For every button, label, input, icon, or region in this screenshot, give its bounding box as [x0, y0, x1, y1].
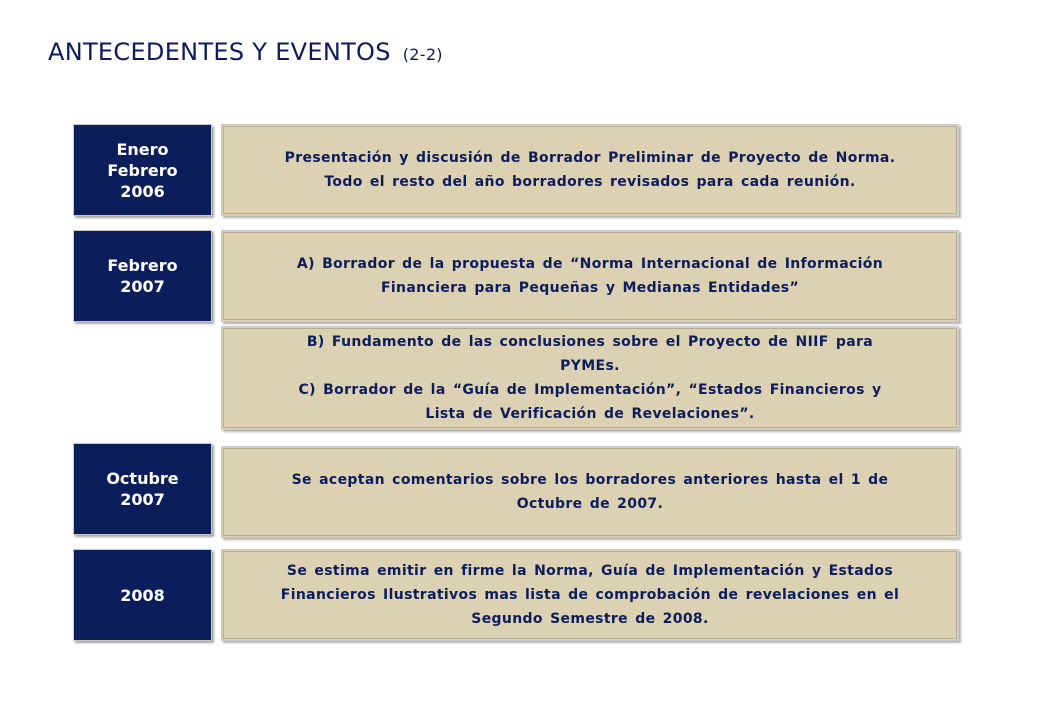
- event-description-febrero-2007-a: [221, 230, 959, 322]
- event-description-2006: [221, 124, 959, 216]
- event-description-febrero-2007-bc: [221, 326, 959, 430]
- page-title-main: ANTECEDENTES Y EVENTOS: [48, 38, 391, 66]
- event-text: Se estima emitir en firme la Norma, Guía de Implementación y Estados Financieros Ilustrativos mas lista de comprobación de revelaciones en el Segundo Semestre de 2008.: [280, 563, 900, 627]
- event-text: Se aceptan comentarios sobre los borradores anteriores hasta el 1 de Octubre de 2007.: [291, 472, 889, 512]
- event-description-octubre-2007: [221, 446, 959, 538]
- date-box-2006: [73, 124, 212, 216]
- date-box-2008: [73, 549, 212, 641]
- event-description-2008: [221, 549, 959, 641]
- date-label: Febrero 2007: [107, 256, 178, 296]
- page-title: [48, 38, 443, 66]
- date-box-febrero-2007: [73, 230, 212, 322]
- date-label: 2008: [120, 585, 165, 605]
- event-text: B) Fundamento de las conclusiones sobre el Proyecto de NIIF para PYMEs. C) Borrador de la “Guía de Implementación”, “Estados Financieros y Lista de Verificación de Revelaciones”.: [298, 334, 882, 422]
- page-title-suffix: (2-2): [402, 45, 443, 64]
- event-text: A) Borrador de la propuesta de “Norma Internacional de Información Financiera para Pequeñas y Medianas Entidades”: [296, 256, 884, 296]
- event-text: Presentación y discusión de Borrador Preliminar de Proyecto de Norma. Todo el resto del año borradores revisados para cada reunión.: [284, 150, 896, 190]
- date-label: Octubre 2007: [106, 469, 179, 509]
- date-label: Enero Febrero 2006: [107, 139, 178, 201]
- date-box-octubre-2007: [73, 443, 212, 535]
